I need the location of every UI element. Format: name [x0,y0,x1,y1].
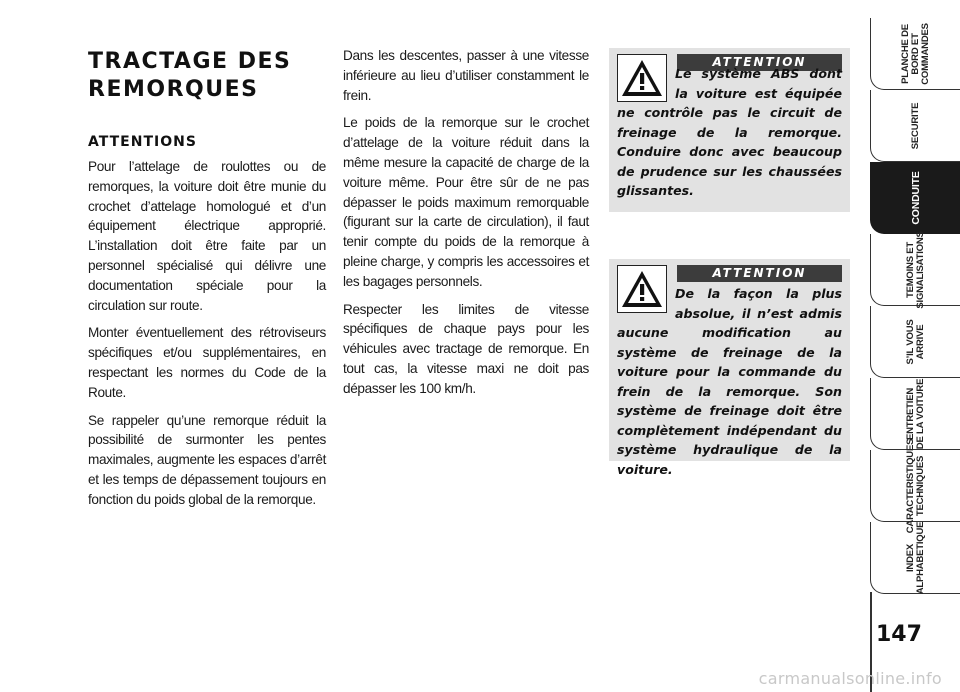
paragraph: Respecter les limites de vitesse spécifiques de chaque pays pour les véhicules avec tractage de remorque. En tout cas, la vitesse maxi ne doit pas dépasser les 100 km/h. [343,301,589,396]
chapter-tab[interactable] [870,522,960,594]
warning-box-abs [609,48,850,212]
paragraph: Monter éventuellement des rétroviseurs spécifiques et/ou supplémentaires, en respectant les normes du Code de la Route. [88,325,326,400]
paragraph: Pour l’attelage de roulottes ou de remorques, la voiture doit être munie du crochet d’attelage homologué et d’un équipement électrique approprié. L’installation doit être faite par un personnel spécialisé qui délivre une documentation spéciale pour la circulation sur route. [88,159,326,313]
paragraph: Le poids de la remorque sur le crochet d’attelage de la voiture réduit dans la même mesure la capacité de charge de la voiture même. Pour être sûr de ne pas dépasser le poids maximum remorquable (figurant sur la carte de circulation), il faut tenir compte du poids de la remorque à pleine charge, y compris les accessoires et les bagages personnels. [343,115,589,289]
chapter-tab[interactable] [870,306,960,378]
warning-text-body: Le système ABS dont la voiture est équipée ne contrôle pas le circuit de freinage de la remorque. Conduire donc avec beaucoup de prudence sur les chaussées glissantes. [617,66,842,198]
chapter-tab-label: TEMOINS ET SIGNALISATIONS [904,230,926,309]
middle-column [343,46,589,407]
chapter-tab-label: S’IL VOUS ARRIVE [904,318,926,365]
warning-text-body: De la façon la plus absolue, il n’est admis aucune modification au système de freinage de la voiture pour la commande du frein de la remorque. Son système de freinage doit être complètement indépendant du système hydraulique de la voiture. [617,286,842,477]
chapter-tab[interactable] [870,230,960,309]
icon-spacer [617,284,675,322]
chapter-tab-label: CONDUITE [909,170,922,225]
left-column [88,48,326,518]
section-subtitle: ATTENTIONS [88,134,197,150]
paragraph: Dans les descentes, passer à une vitesse inférieure au lieu d’utiliser constamment le frein. [343,48,589,103]
chapter-tab-label: SECURITE [909,102,921,149]
chapter-tab[interactable] [870,162,960,234]
chapter-tabs [870,18,960,594]
icon-spacer [617,64,675,102]
chapter-tab-label: CARACTERISTIQUES TECHNIQUES [904,438,926,533]
chapter-tab-label: PLANCHE DE BORD ET COMMANDES [899,22,931,85]
page-number: 147 [876,622,922,647]
warning-header: ATTENTION [677,265,842,282]
chapter-tab[interactable] [870,90,960,162]
chapter-tab-label: INDEX ALPHABETIQUE [904,521,926,594]
page-title: TRACTAGE DES REMORQUES [88,49,292,102]
chapter-tab-label: ENTRETIEN DE LA VOITURE [904,378,926,449]
chapter-tab[interactable] [870,18,960,90]
paragraph: Se rappeler qu’une remorque réduit la possibilité de surmonter les pentes maximales, augmente les espaces d’arrêt et les temps de dépassement toujours en fonction du poids global de la remorque. [88,412,326,507]
warning-box-brakes [609,259,850,477]
chapter-tab[interactable] [870,438,960,533]
warning-header: ATTENTION [677,54,842,71]
watermark: carmanualsonline.info [758,669,942,688]
